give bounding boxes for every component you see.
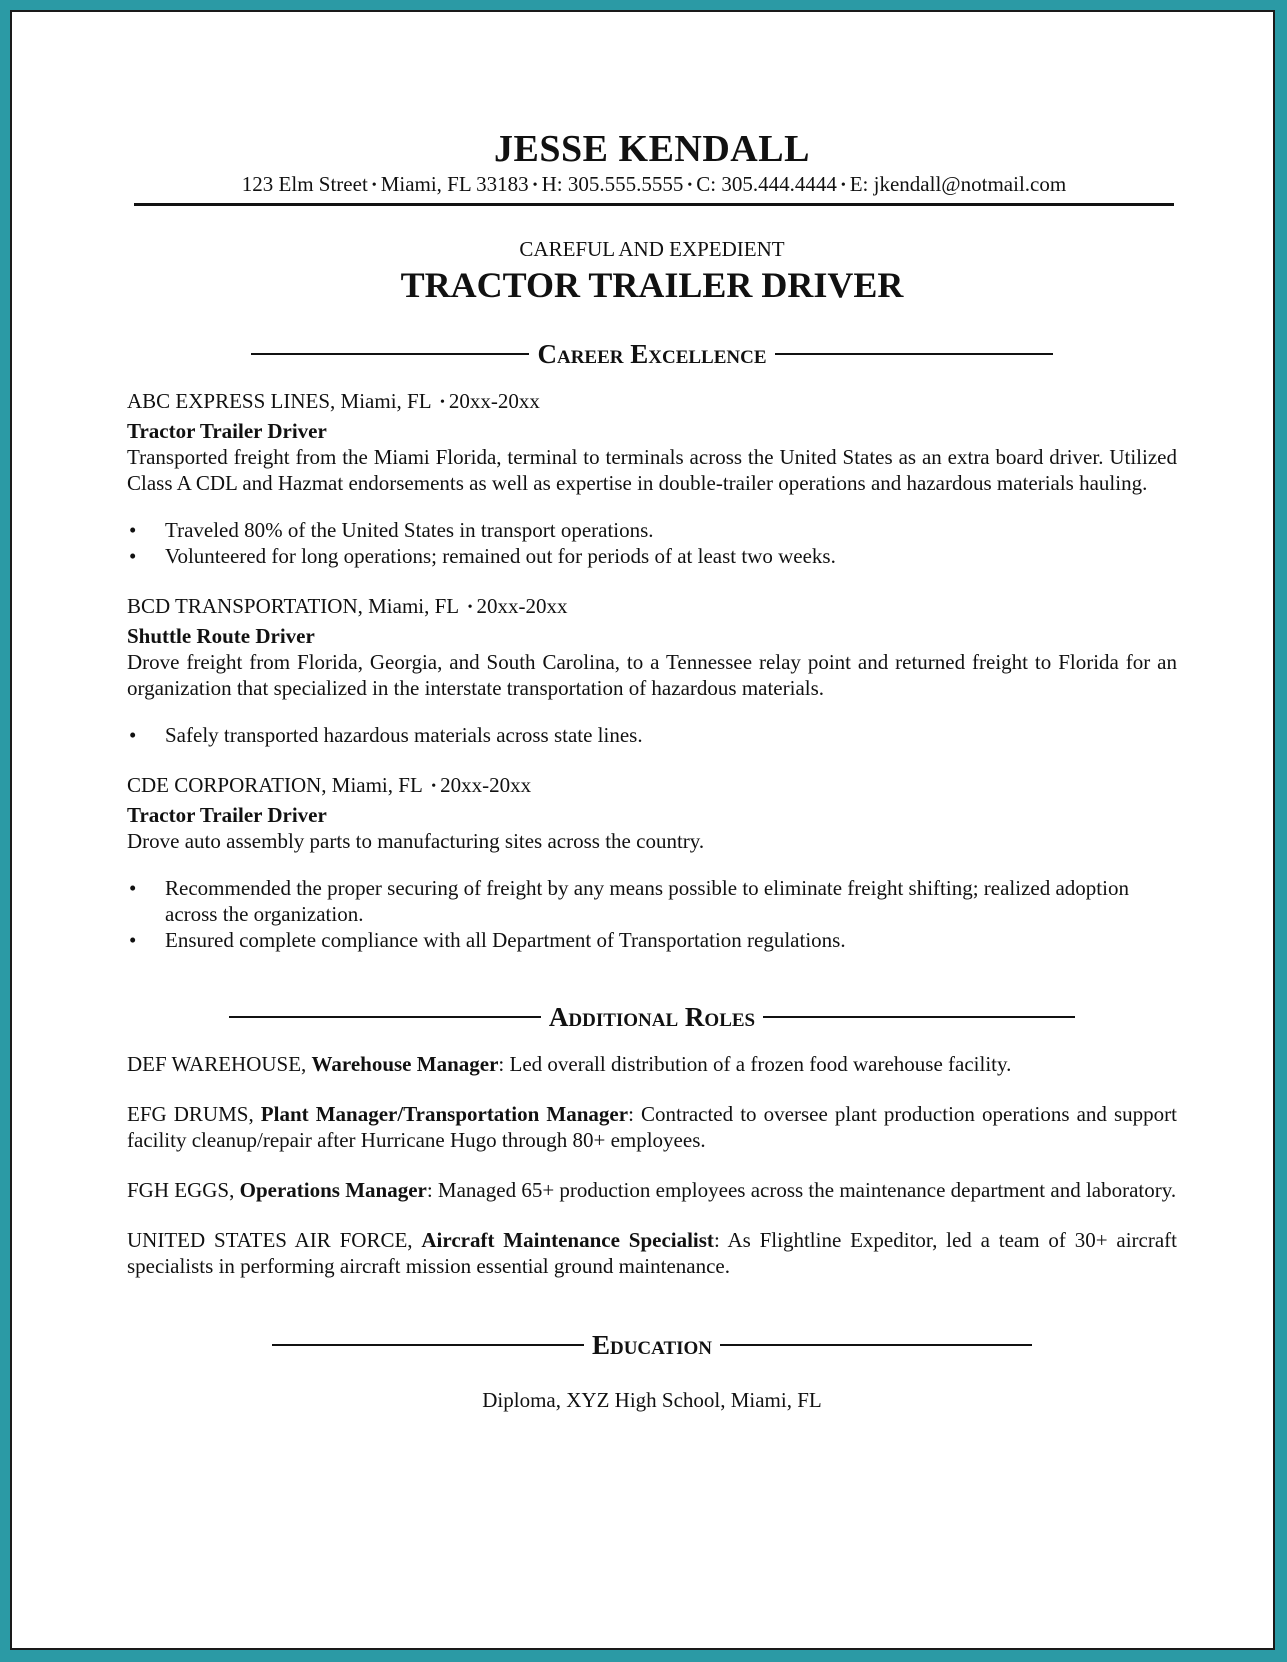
additional-role-entry (127, 1227, 1177, 1279)
resume-document (127, 127, 1177, 1413)
job-entry (127, 388, 1177, 569)
role-organization: FGH EGGS, (127, 1178, 235, 1202)
role-description: : Contracted to oversee plant production operations and support facility cleanup/repair after Hurricane Hugo through 80+ employees. (127, 1102, 1177, 1152)
job-title: Tractor Trailer Driver (127, 803, 327, 827)
role-title: Warehouse Manager (311, 1052, 499, 1076)
additional-role-entry (127, 1051, 1177, 1077)
section-heading-education (127, 1327, 1177, 1363)
job-description: Transported freight from the Miami Florida, terminal to terminals across the United States as an extra board driver. Utilized Class A CDL and Hazmat endorsements as well as expertise in double-trailer operations and hazardous materials hauling. (127, 445, 1177, 495)
job-dates: 20xx-20xx (440, 773, 532, 797)
bullet-separator: • (371, 178, 377, 193)
heading-rule-left (272, 1344, 584, 1346)
job-company: ABC EXPRESS LINES, Miami, FL (127, 389, 431, 413)
bullet-separator: • (467, 600, 473, 615)
section-heading-label: Career Excellence (537, 339, 767, 369)
role-organization: EFG DRUMS, (127, 1102, 254, 1126)
contact-line (134, 171, 1174, 206)
role-title: Operations Manager (239, 1178, 427, 1202)
job-description: Drove freight from Florida, Georgia, and South Carolina, to a Tennessee relay point and returned freight to Florida for an organization that specialized in the interstate transportation of hazardous materials. (127, 650, 1177, 700)
heading-rule-left (229, 1016, 541, 1018)
achievement-item: • Volunteered for long operations; remained out for periods of at least two weeks. (127, 543, 1177, 569)
bullet-separator: • (532, 178, 538, 193)
job-achievements (127, 722, 1177, 748)
role-description: : Led overall distribution of a frozen food warehouse facility. (498, 1052, 1012, 1076)
achievement-item: • Safely transported hazardous materials across state lines. (127, 722, 1177, 748)
role-title: Plant Manager/Transportation Manager (260, 1102, 629, 1126)
job-title: Tractor Trailer Driver (127, 419, 327, 443)
bullet-separator: • (440, 395, 445, 410)
candidate-name: JESSE KENDALL (494, 128, 810, 170)
job-company: BCD TRANSPORTATION, Miami, FL (127, 594, 459, 618)
section-heading-career (127, 336, 1177, 372)
contact-street: 123 Elm Street (241, 172, 368, 196)
role-description: : As Flightline Expeditor, led a team of 30+ aircraft specialists in performing aircraft mission essential ground maintenance. (127, 1228, 1178, 1278)
achievement-item: • Recommended the proper securing of freight by any means possible to eliminate freight shifting; realized adoption across the organization. (127, 875, 1177, 927)
job-achievements (127, 875, 1177, 953)
job-company-line (127, 593, 1177, 623)
section-heading-label: Education (591, 1330, 713, 1360)
bullet-separator: • (431, 779, 437, 794)
job-company: CDE CORPORATION, Miami, FL (127, 773, 422, 797)
resume-page (10, 10, 1275, 1650)
additional-role-entry (127, 1177, 1177, 1203)
heading-rule-left (251, 353, 529, 355)
heading-rule-right (720, 1344, 1032, 1346)
heading-rule-right (775, 353, 1053, 355)
heading-rule-right (763, 1016, 1075, 1018)
job-dates: 20xx-20xx (476, 594, 568, 618)
job-title: Shuttle Route Driver (127, 624, 315, 648)
job-description: Drove auto assembly parts to manufacturing sites across the country. (127, 829, 705, 853)
contact-home-phone: H: 305.555.5555 (541, 172, 684, 196)
job-company-line (127, 772, 1177, 802)
job-dates: 20xx-20xx (448, 389, 540, 413)
contact-email: E: jkendall@notmail.com (849, 172, 1067, 196)
job-company-line (127, 388, 1177, 418)
headline-title: TRACTOR TRAILER DRIVER (400, 265, 904, 305)
contact-city: Miami, FL 33183 (380, 172, 529, 196)
role-organization: UNITED STATES AIR FORCE, (127, 1228, 413, 1252)
education-entry: Diploma, XYZ High School, Miami, FL (482, 1388, 822, 1412)
additional-role-entry (127, 1101, 1177, 1153)
role-organization: DEF WAREHOUSE, (127, 1052, 307, 1076)
achievement-item: • Ensured complete compliance with all Department of Transportation regulations. (127, 927, 1177, 953)
job-entry (127, 593, 1177, 748)
job-entry (127, 772, 1177, 953)
bullet-separator: • (840, 178, 846, 193)
bullet-separator: • (687, 178, 693, 193)
headline-subtitle: CAREFUL AND EXPEDIENT (519, 237, 785, 261)
section-heading-label: Additional Roles (548, 1002, 756, 1032)
job-achievements (127, 517, 1177, 569)
achievement-item: • Traveled 80% of the United States in transport operations. (127, 517, 1177, 543)
section-heading-additional-roles (127, 999, 1177, 1035)
role-title: Aircraft Maintenance Specialist (421, 1228, 714, 1252)
contact-cell-phone: C: 305.444.4444 (696, 172, 837, 196)
role-description: : Managed 65+ production employees across the maintenance department and laboratory. (426, 1178, 1177, 1202)
